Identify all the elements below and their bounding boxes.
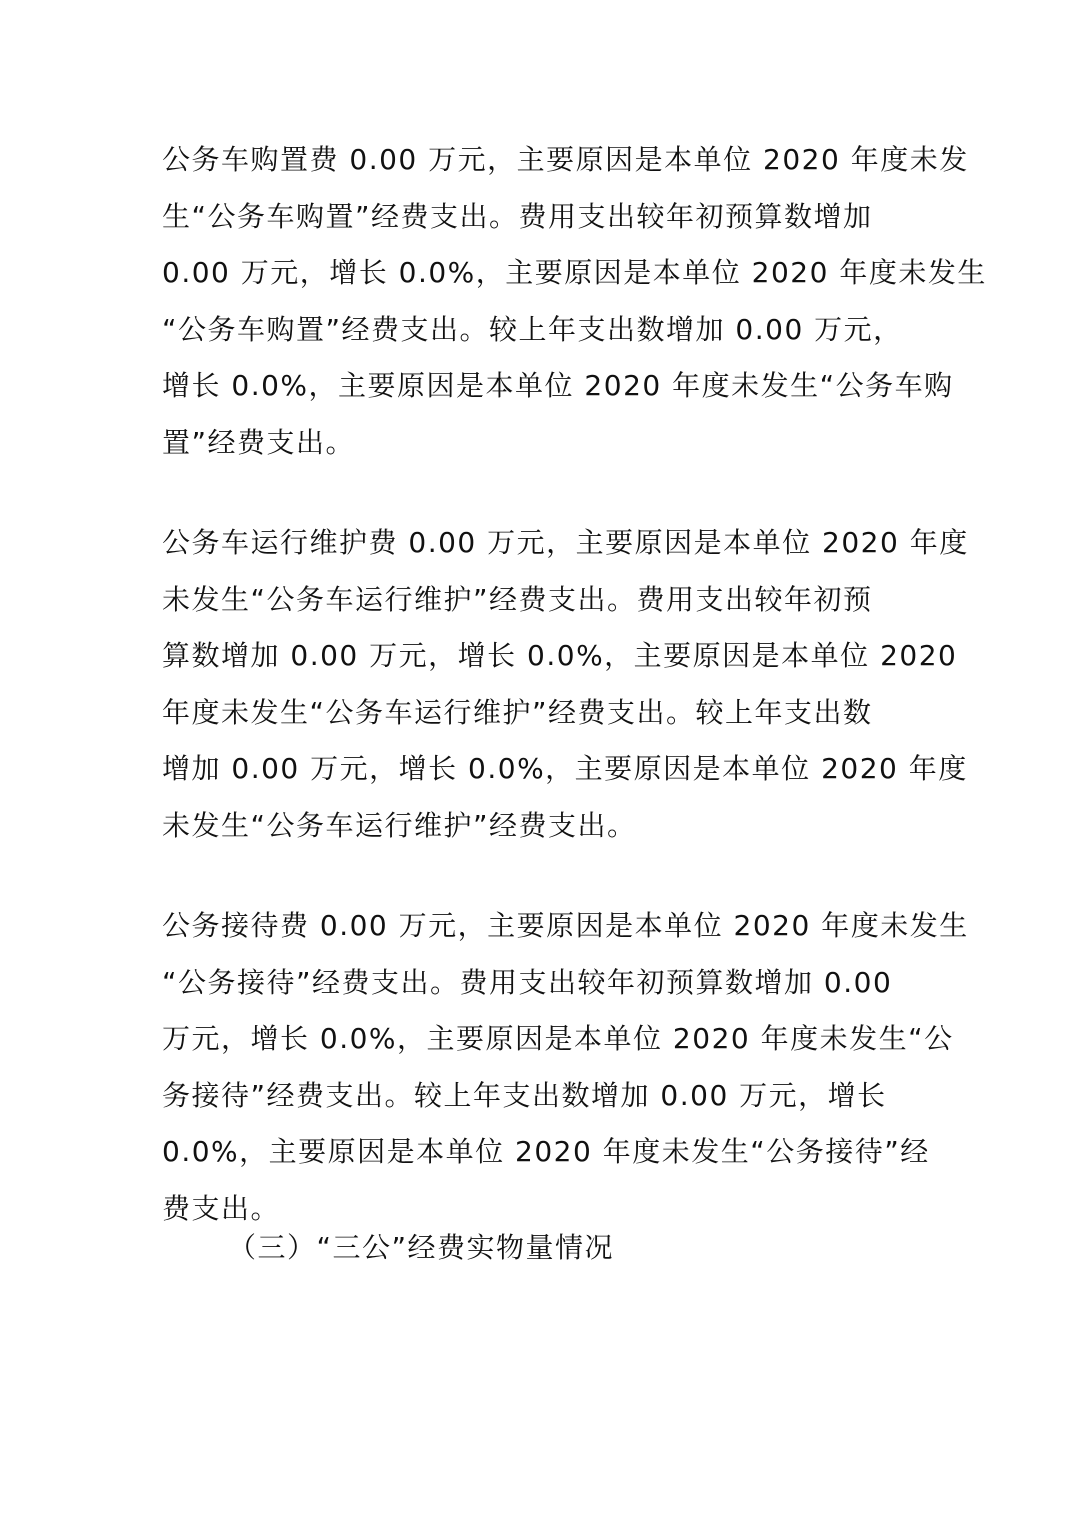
section-heading: （三）“三公”经费实物量情况 [228,1231,615,1264]
paragraph-vehicle-purchase [162,132,987,471]
paragraph-line: 公务接待费 0.00 万元，主要原因是本单位 2020 年度未发生 [162,909,969,942]
paragraph-line: 费支出。 [162,1191,281,1225]
paragraph-line: 生“公务车购置”经费支出。费用支出较年初预算数增加 [162,199,873,233]
paragraph-line: 增长 0.0%，主要原因是本单位 2020 年度未发生“公务车购 [162,369,954,402]
paragraph-line: 置”经费支出。 [162,425,356,459]
paragraph-line: 公务车运行维护费 0.00 万元，主要原因是本单位 2020 年度 [162,526,969,559]
paragraph-line: 增加 0.00 万元，增长 0.0%，主要原因是本单位 2020 年度 [162,752,968,785]
paragraph-vehicle-maintenance [162,515,969,854]
paragraph-line: 公务车购置费 0.00 万元，主要原因是本单位 2020 年度未发 [162,143,969,176]
document-body [162,132,987,1281]
paragraph-line: 未发生“公务车运行维护”经费支出。费用支出较年初预 [162,582,873,616]
paragraph-line: 算数增加 0.00 万元，增长 0.0%，主要原因是本单位 2020 [162,639,958,672]
paragraph-line: 0.00 万元，增长 0.0%，主要原因是本单位 2020 年度未发生 [162,256,987,289]
paragraph-line: 万元，增长 0.0%，主要原因是本单位 2020 年度未发生“公 [162,1022,954,1055]
paragraph-line: 未发生“公务车运行维护”经费支出。 [162,808,637,842]
paragraph-official-reception [162,898,969,1237]
paragraph-line: 年度未发生“公务车运行维护”经费支出。较上年支出数 [162,695,873,729]
paragraph-line: 务接待”经费支出。较上年支出数增加 0.00 万元，增长 [162,1078,887,1112]
paragraph-line: “公务车购置”经费支出。较上年支出数增加 0.00 万元， [162,312,903,346]
paragraph-line: “公务接待”经费支出。费用支出较年初预算数增加 0.00 [162,965,893,999]
paragraph-line: 0.0%，主要原因是本单位 2020 年度未发生“公务接待”经 [162,1135,930,1168]
